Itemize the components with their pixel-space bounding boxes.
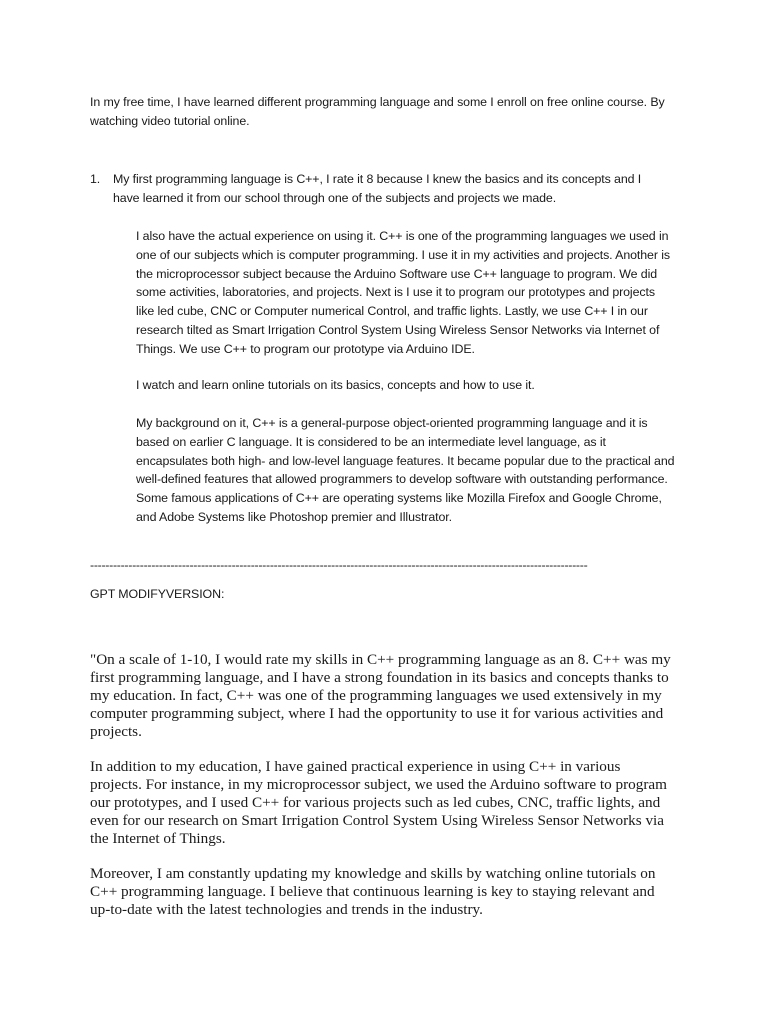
dashed-divider: ---------------------------------------------------------------------------------------------------------------------------------- [90, 558, 588, 572]
experience-paragraph: I also have the actual experience on using it. C++ is one of the programming languages we used in one of our subjects which is computer programming. I use it in my activities and projects. Another is the microprocessor subject because the Arduino Software use C++ language to program. We did some activities, laboratories, and projects. Next is I use it to program our prototypes and projects like led cube, CNC or Computer numerical Control, and traffic lights. Lastly, we use C++ I in our research tilted as Smart Irrigation Control System Using Wireless Sensor Networks via Internet of Things. We use C++ to program our prototype via Arduino IDE. [136, 229, 670, 356]
intro-paragraph: In my free time, I have learned different programming language and some I enroll on free online course. By watching video tutorial online. [90, 95, 665, 128]
gpt-paragraph-rating: "On a scale of 1-10, I would rate my skills in C++ programming language as an 8. C++ was my first programming language, and I have a strong foundation in its basics and concepts thanks to my education. In fact, C++ was one of the programming languages we used extensively in my computer programming subject, where I had the opportunity to use it for various activities and projects. [90, 651, 671, 740]
gpt-paragraph-learning: Moreover, I am constantly updating my knowledge and skills by watching online tutorials on C++ programming language. I believe that continuous learning is key to staying relevant and up-to-date with the latest technologies and trends in the industry. [90, 865, 656, 918]
gpt-paragraph-experience: In addition to my education, I have gained practical experience in using C++ in various projects. For instance, in my microprocessor subject, we used the Arduino software to program our prototypes, and I used C++ for various projects such as led cubes, CNC, traffic lights, and even for our research on Smart Irrigation Control System Using Wireless Sensor Networks via the Internet of Things. [90, 758, 667, 847]
tutorials-paragraph: I watch and learn online tutorials on its basics, concepts and how to use it. [136, 378, 535, 392]
list-item-text: My first programming language is C++, I rate it 8 because I knew the basics and its concepts and I have learned it from our school through one of the subjects and projects we made. [113, 172, 642, 205]
background-paragraph: My background on it, C++ is a general-purpose object-oriented programming language and it is based on earlier C language. It is considered to be an intermediate level language, as it encapsulates both high- and low-level language features. It became popular due to the practical and well-defined features that allowed programmers to develop software with outstanding performance. Some famous applications of C++ are operating systems like Mozilla Firefox and Google Chrome, and Adobe Systems like Photoshop premier and Illustrator. [136, 416, 675, 524]
list-number: 1. [90, 172, 101, 186]
gpt-version-label: GPT MODIFYVERSION: [90, 587, 225, 601]
